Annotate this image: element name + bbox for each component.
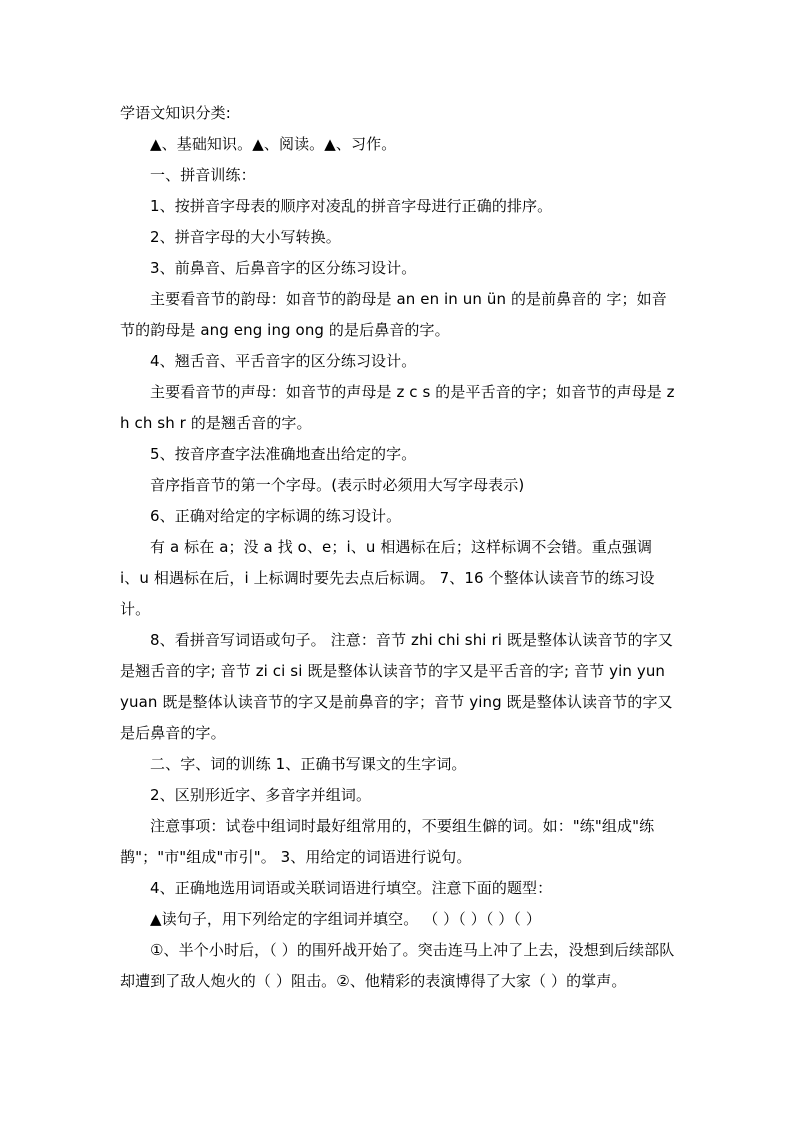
section-heading-pinyin: 一、拼音训练： bbox=[150, 166, 256, 184]
paragraph-item-1: 1、按拼音字母表的顺序对凌乱的拼音字母进行正确的排序。 bbox=[150, 197, 553, 215]
paragraph-item-2: 2、拼音字母的大小写转换。 bbox=[150, 228, 341, 246]
paragraph-item-4: 4、翘舌音、平舌音字的区分练习设计。 bbox=[150, 352, 417, 370]
paragraph-word-item-4: 4、正确地选用词语或关联词语进行填空。注意下面的题型： bbox=[150, 879, 553, 897]
exercise-instruction: ▲读句子，用下列给定的字组词并填空。 （ ）（ ）（ ）（ ） bbox=[150, 910, 541, 928]
paragraph-word-item-2: 2、区别形近字、多音字并组词。 bbox=[150, 786, 372, 804]
section-heading: 学语文知识分类: bbox=[120, 104, 231, 122]
paragraph-tongue-note: 主要看音节的声母：如音节的声母是 z c s 的是平舌音的字；如音节的声母是 zh ch sh r 的是翘舌音的字。 bbox=[120, 383, 675, 432]
paragraph-item-3: 3、前鼻音、后鼻音字的区分练习设计。 bbox=[150, 259, 417, 277]
exercise-sentences: ①、半个小时后，（ ）的围歼战开始了。突击连马上冲了上去，没想到后续部队却遭到了敌人炮火的（ ）阻击。②、他精彩的表演博得了大家（ ）的掌声。 bbox=[120, 941, 675, 990]
section-heading-words: 二、字、词的训练 1、正确书写课文的生字词。 bbox=[150, 755, 467, 773]
paragraph-item-8: 8、看拼音写词语或句子。 注意：音节 zhi chi shi ri 既是整体认读音节的字又是翘舌音的字; 音节 zi ci si 既是整体认读音节的字又是平舌音的字; 音节 yin yun yuan 既是整体认读音节的字又是前鼻音的字；音节 ying 既是整体认读音节的字又是后鼻音的字。 bbox=[120, 631, 673, 742]
document-body bbox=[120, 98, 676, 997]
paragraph-nasal-note: 主要看音节的韵母：如音节的韵母是 an en in un ün 的是前鼻音的 字；如音节的韵母是 ang eng ing ong 的是后鼻音的字。 bbox=[120, 290, 667, 339]
paragraph-tone-note: 有 a 标在 a；没 a 找 o、e；i、u 相遇标在后；这样标调不会错。重点强调 i、u 相遇标在后，i 上标调时要先去点后标调。 7、16 个整体认读音节的练习设计。 bbox=[120, 538, 655, 618]
paragraph-item-5: 5、按音序查字法准确地查出给定的字。 bbox=[150, 445, 417, 463]
paragraph-word-note: 注意事项：试卷中组词时最好组常用的，不要组生僻的词。如："练"组成"练鹊"；"市"组成"市引"。 3、用给定的词语进行说句。 bbox=[120, 817, 655, 866]
paragraph-order-note: 音序指音节的第一个字母。(表示时必须用大写字母表示) bbox=[150, 476, 525, 494]
paragraph-item-6: 6、正确对给定的字标调的练习设计。 bbox=[150, 507, 402, 525]
category-list: ▲、基础知识。▲、阅读。▲、习作。 bbox=[150, 135, 397, 153]
